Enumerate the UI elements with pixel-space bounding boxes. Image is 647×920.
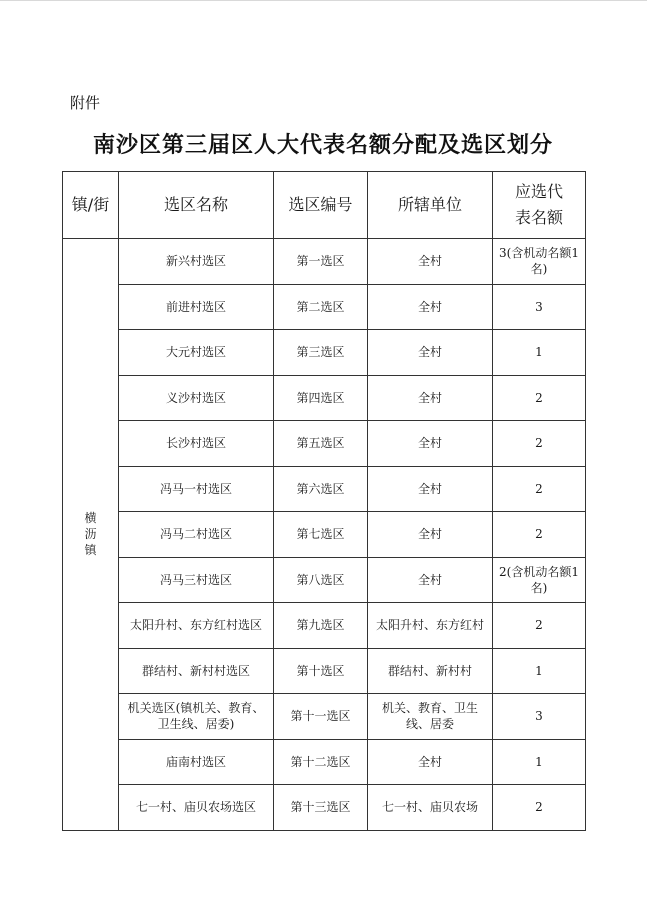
seats-cell: 3: [493, 694, 586, 740]
table-row: [63, 557, 586, 603]
table-row: [63, 694, 586, 740]
units-cell: 全村: [368, 512, 493, 558]
district-no-cell: 第二选区: [274, 284, 368, 330]
district-no-cell: 第五选区: [274, 421, 368, 467]
seats-cell: 2: [493, 603, 586, 649]
table-row: [63, 512, 586, 558]
table-row: [63, 603, 586, 649]
allocation-table: [62, 171, 586, 831]
district-no-cell: 第八选区: [274, 557, 368, 603]
district-no-cell: 第十一选区: [274, 694, 368, 740]
seats-cell: 1: [493, 739, 586, 785]
district-name-cell: 太阳升村、东方红村选区: [119, 603, 274, 649]
units-cell: 全村: [368, 330, 493, 376]
seats-cell: 3(含机动名额1名): [493, 239, 586, 285]
district-name-cell: 群结村、新村村选区: [119, 648, 274, 694]
header-district-no: 选区编号: [274, 172, 368, 239]
district-no-cell: 第七选区: [274, 512, 368, 558]
seats-cell: 1: [493, 330, 586, 376]
district-name-cell: 机关选区(镇机关、教育、卫生线、居委): [119, 694, 274, 740]
district-name-cell: 义沙村选区: [119, 375, 274, 421]
district-name-cell: 七一村、庙贝农场选区: [119, 785, 274, 831]
units-cell: 全村: [368, 739, 493, 785]
district-name-cell: 冯马一村选区: [119, 466, 274, 512]
district-no-cell: 第十三选区: [274, 785, 368, 831]
header-district-name: 选区名称: [119, 172, 274, 239]
seats-cell: 2: [493, 466, 586, 512]
table-row: [63, 466, 586, 512]
units-cell: 全村: [368, 466, 493, 512]
header-units: 所辖单位: [368, 172, 493, 239]
district-name-cell: 前进村选区: [119, 284, 274, 330]
seats-cell: 2: [493, 785, 586, 831]
table-row: [63, 785, 586, 831]
seats-cell: 2: [493, 512, 586, 558]
district-name-cell: 冯马二村选区: [119, 512, 274, 558]
table-row: [63, 375, 586, 421]
document-title: 南沙区第三届区人大代表名额分配及选区划分: [92, 132, 553, 158]
table-row: [63, 421, 586, 467]
units-cell: 全村: [368, 239, 493, 285]
district-name-cell: 长沙村选区: [119, 421, 274, 467]
units-cell: 全村: [368, 421, 493, 467]
header-town: 镇/街: [63, 172, 119, 239]
seats-cell: 3: [493, 284, 586, 330]
table-row: [63, 739, 586, 785]
town-cell: [63, 239, 119, 831]
district-no-cell: 第六选区: [274, 466, 368, 512]
district-name-cell: 庙南村选区: [119, 739, 274, 785]
table-row: [63, 284, 586, 330]
page-top-border: [0, 0, 647, 1]
attachment-label: 附件: [70, 94, 101, 112]
district-no-cell: 第三选区: [274, 330, 368, 376]
table-row: [63, 330, 586, 376]
district-name-cell: 冯马三村选区: [119, 557, 274, 603]
units-cell: 七一村、庙贝农场: [368, 785, 493, 831]
seats-cell: 2(含机动名额1名): [493, 557, 586, 603]
district-no-cell: 第九选区: [274, 603, 368, 649]
district-name-cell: 大元村选区: [119, 330, 274, 376]
table-header-row: [63, 172, 586, 239]
district-no-cell: 第四选区: [274, 375, 368, 421]
district-no-cell: 第十二选区: [274, 739, 368, 785]
units-cell: 太阳升村、东方红村: [368, 603, 493, 649]
units-cell: 机关、教育、卫生线、居委: [368, 694, 493, 740]
header-seats: [493, 172, 586, 239]
district-no-cell: 第一选区: [274, 239, 368, 285]
seats-cell: 1: [493, 648, 586, 694]
district-name-cell: 新兴村选区: [119, 239, 274, 285]
units-cell: 全村: [368, 375, 493, 421]
units-cell: 全村: [368, 284, 493, 330]
units-cell: 全村: [368, 557, 493, 603]
units-cell: 群结村、新村村: [368, 648, 493, 694]
seats-cell: 2: [493, 375, 586, 421]
district-no-cell: 第十选区: [274, 648, 368, 694]
table-row: [63, 648, 586, 694]
header-seats-label: 应选代表名额: [514, 182, 563, 227]
seats-cell: 2: [493, 421, 586, 467]
town-name: 横沥镇: [84, 511, 97, 558]
table-row: [63, 239, 586, 285]
